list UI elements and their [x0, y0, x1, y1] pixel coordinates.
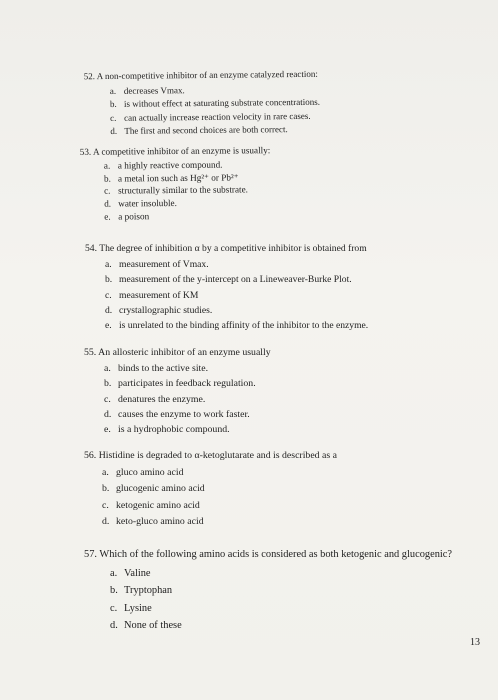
- option-item: [102, 514, 337, 530]
- option-item: [104, 376, 271, 391]
- option-letter: d.: [110, 125, 118, 136]
- option-item: [110, 582, 452, 600]
- question-stem: 57. Which of the following amino acids is considered as both ketogenic and glucogenic?: [84, 549, 452, 560]
- option-letter: a.: [109, 85, 117, 96]
- page-number: 13: [470, 637, 480, 648]
- option-letter: d.: [104, 408, 112, 420]
- option-letter: b.: [105, 274, 113, 286]
- option-item: [104, 407, 271, 422]
- option-letter: c.: [105, 289, 112, 301]
- option-item: [110, 123, 320, 139]
- option-letter: d.: [102, 515, 110, 527]
- option-letter: b.: [109, 98, 117, 109]
- option-letter: d.: [104, 198, 112, 209]
- option-item: [104, 422, 271, 437]
- option-letter: a.: [110, 567, 118, 579]
- option-text: denatures the enzyme.: [118, 393, 206, 405]
- option-item: [104, 184, 271, 198]
- option-text: Valine: [124, 567, 151, 579]
- option-letter: a.: [104, 363, 111, 375]
- question-stem: 54. The degree of inhibition α by a competitive inhibitor is obtained from: [85, 243, 367, 254]
- option-item: [102, 498, 337, 514]
- question-stem: 56. Histidine is degraded to α-ketoglutarate and is described as a: [84, 450, 337, 461]
- option-list: [105, 257, 368, 333]
- option-text: is without effect at saturating substrate concentrations.: [123, 96, 321, 109]
- option-text: crystallographic studies.: [119, 304, 213, 316]
- option-text: measurement of KM: [119, 289, 199, 301]
- question-55: [84, 345, 271, 437]
- option-letter: e.: [105, 320, 112, 332]
- option-item: [104, 209, 271, 223]
- option-list: [104, 361, 271, 437]
- option-letter: b.: [103, 173, 111, 184]
- option-item: [102, 465, 337, 481]
- option-text: keto-gluco amino acid: [116, 515, 204, 527]
- option-item: [110, 617, 452, 635]
- option-item: [105, 288, 368, 303]
- option-letter: c.: [104, 185, 111, 197]
- option-letter: c.: [110, 602, 118, 614]
- option-letter: e.: [104, 424, 111, 436]
- option-text: decreases Vmax.: [123, 84, 185, 96]
- option-text: structurally similar to the substrate.: [118, 184, 248, 196]
- option-text: gluco amino acid: [116, 467, 184, 479]
- option-list: [110, 82, 321, 138]
- option-letter: a.: [102, 467, 109, 479]
- option-text: can actually increase reaction velocity in rare cases.: [124, 110, 311, 123]
- option-letter: b.: [104, 378, 112, 390]
- option-item: [104, 392, 271, 407]
- option-letter: b.: [102, 483, 110, 495]
- option-list: [110, 565, 452, 635]
- option-letter: c.: [110, 112, 117, 123]
- option-item: [105, 303, 368, 318]
- option-text: measurement of Vmax.: [119, 259, 209, 271]
- option-text: binds to the active site.: [118, 363, 209, 375]
- option-text: causes the enzyme to work faster.: [118, 408, 250, 420]
- question-stem: 53. A competitive inhibitor of an enzyme is usually:: [79, 145, 271, 157]
- option-item: [110, 109, 320, 125]
- option-list: [102, 465, 337, 530]
- option-text: a metal ion such as Hg²⁺ or Pb²⁺: [117, 172, 239, 184]
- option-text: ketogenic amino acid: [116, 499, 200, 511]
- option-letter: c.: [104, 393, 111, 405]
- option-letter: d.: [105, 304, 113, 316]
- question-56: [84, 448, 337, 530]
- option-text: Lysine: [124, 602, 152, 614]
- option-letter: c.: [102, 499, 109, 511]
- option-list: [104, 158, 271, 223]
- option-text: is a hydrophobic compound.: [118, 424, 230, 436]
- option-letter: e.: [104, 211, 111, 222]
- option-text: participates in feedback regulation.: [118, 378, 256, 390]
- option-item: [105, 257, 368, 272]
- option-text: None of these: [124, 620, 182, 631]
- option-letter: d.: [110, 620, 118, 631]
- option-text: water insoluble.: [118, 198, 177, 209]
- option-item: [105, 272, 368, 287]
- option-text: is unrelated to the binding affinity of the inhibitor to the enzyme.: [119, 320, 369, 332]
- question-53: [80, 144, 271, 223]
- option-item: [104, 361, 271, 376]
- option-letter: b.: [110, 585, 118, 596]
- option-item: [105, 318, 368, 333]
- question-52: [84, 68, 321, 139]
- option-text: The first and second choices are both correct.: [124, 124, 288, 136]
- option-item: [110, 565, 452, 583]
- question-stem: 52. A non-competitive inhibitor of an enzyme catalyzed reaction:: [83, 68, 318, 82]
- option-text: a poison: [118, 211, 150, 222]
- option-text: Tryptophan: [124, 585, 173, 596]
- option-letter: a.: [103, 160, 111, 171]
- question-57: [84, 546, 452, 635]
- question-stem: 55. An allosteric inhibitor of an enzyme usually: [84, 347, 271, 358]
- option-text: glucogenic amino acid: [116, 483, 205, 495]
- option-letter: a.: [105, 259, 112, 271]
- question-54: [85, 241, 368, 333]
- option-item: [102, 481, 337, 497]
- option-item: [110, 600, 452, 618]
- option-text: measurement of the y-intercept on a Lineweaver-Burke Plot.: [119, 274, 352, 286]
- option-text: a highly reactive compound.: [117, 159, 223, 171]
